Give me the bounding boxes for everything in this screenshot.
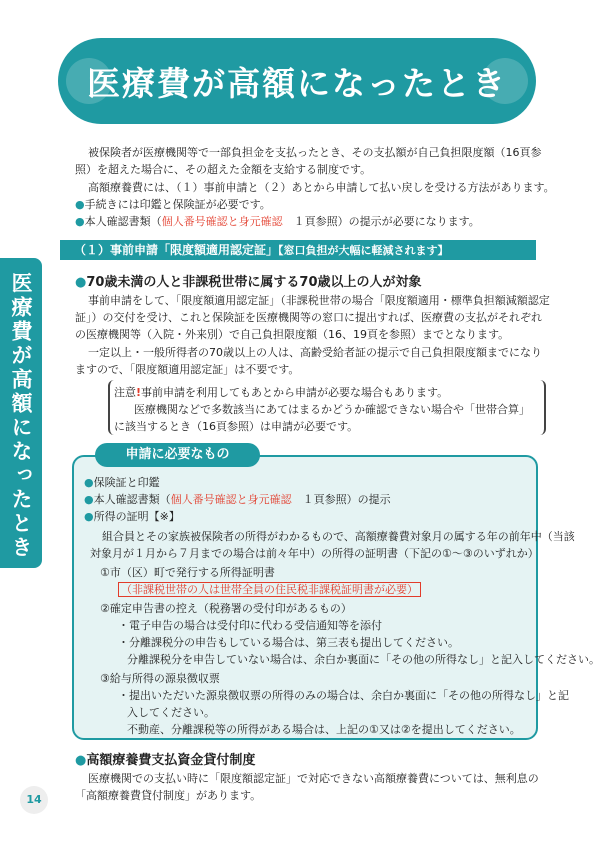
- bullet-icon: ●: [84, 476, 94, 489]
- required-item-2-pre: 本人確認書類（: [93, 493, 171, 506]
- option-1: ①市（区）町で発行する所得証明書: [100, 566, 275, 579]
- caution-line-2: 医療機関などで多数該当にあてはまるかどうか確認できない場合や「世帯合算」: [134, 403, 530, 416]
- required-item-2: [84, 491, 391, 508]
- section-1-heading: [75, 274, 422, 291]
- section-1-p1: 事前申請をして、「限度額適用認定証」（非課税世帯の場合「限度額適用・標準負担額減額認定: [88, 294, 550, 307]
- required-note-1: 組合員とその家族被保険者の所得がわかるもので、高額療養費対象月の属する年の前年中（当該: [102, 530, 575, 543]
- intro-bullet-2-post: １頁参照）の提示が必要になります。: [282, 215, 480, 228]
- side-tab-label: 医療費が高額になったとき: [9, 272, 33, 560]
- option-2-c: 分離課税分を申告していない場合は、余白か裏面に「その他の所得なし」と記入してください。: [127, 653, 600, 666]
- intro-bullet-1-text: 手続きには印鑑と保険証が必要です。: [84, 198, 271, 211]
- section-1-subtitle: 【窓口負担が大幅に軽減されます】: [278, 244, 449, 257]
- intro-line-1: 被保険者が医療機関等で一部負担金を支払ったとき、その支払額が自己負担限度額（16頁参: [88, 146, 542, 159]
- intro-line-3: 高額療養費には、（１）事前申請と（２）あとから申請して払い戻しを受ける方法があります。: [88, 181, 555, 194]
- section-1-p5: ますので、「限度額適用認定証」は不要です。: [75, 363, 300, 376]
- required-label: 申請に必要なもの: [95, 443, 260, 467]
- loan-heading: [75, 752, 255, 769]
- required-item-3-text: 所得の証明【※】: [93, 510, 180, 523]
- option-3-b: 入してください。: [127, 706, 215, 719]
- loan-heading-text: 高額療養費支払資金貸付制度: [86, 753, 256, 768]
- bullet-icon: ●: [84, 510, 94, 523]
- page-number: 14: [20, 786, 48, 814]
- section-1-p2: 証」）の交付を受け、これと保険証を医療機関等の窓口に提出すれば、医療費の支払がそれぞれ: [75, 311, 543, 324]
- caution-line-3: に該当するとき（16頁参照）は申請が必要です。: [114, 420, 359, 433]
- caution-line-1: [114, 384, 448, 401]
- bullet-icon: ●: [75, 753, 87, 768]
- required-item-3: [84, 508, 180, 525]
- required-item-2-red: 個人番号確認と身元確認: [170, 493, 292, 506]
- option-2: ②確定申告書の控え（税務署の受付印があるもの）: [100, 602, 352, 615]
- caution-text-1: 事前申請を利用してもあとから申請が必要な場合もあります。: [141, 386, 449, 399]
- section-1-p4: 一定以上・一般所得者の70歳以上の人は、高齢受給者証の提示で自己負担限度額までになり: [88, 346, 542, 359]
- option-2-a: ・電子申告の場合は受付印に代わる受信通知等を添付: [118, 619, 382, 632]
- required-item-1-text: 保険証と印鑑: [93, 476, 160, 489]
- side-tab: [0, 258, 42, 568]
- intro-bullet-2-pre: 本人確認書類（: [84, 215, 162, 228]
- required-note-2: 対象月が１月から７月までの場合は前々年中）の所得の証明書（下記の①～③のいずれか）: [90, 547, 539, 560]
- page-title: 医療費が高額になったとき: [87, 63, 507, 103]
- option-2-b: ・分離課税分の申告もしている場合は、第三表も提出してください。: [118, 636, 459, 649]
- loan-p2: 「高額療養費貸付制度」があります。: [75, 789, 262, 802]
- option-3-a: ・提出いただいた源泉徴収票の所得のみの場合は、余白か裏面に「その他の所得なし」と記: [118, 689, 569, 702]
- bullet-icon: ●: [75, 198, 85, 211]
- loan-p1: 医療機関での支払い時に「限度額認定証」で対応できない高額療養費については、無利息の: [88, 772, 539, 785]
- title-banner: [58, 38, 536, 124]
- intro-bullet-2-red: 個人番号確認と身元確認: [161, 215, 283, 228]
- intro-bullet-2: [75, 213, 480, 230]
- option-1-red: [118, 581, 421, 598]
- section-1-bar: [60, 240, 536, 260]
- bullet-icon: ●: [75, 215, 85, 228]
- intro-line-2: 照）を超えた場合に、その超えた金額を支給する制度です。: [75, 163, 372, 176]
- section-1-heading-text: 70歳未満の人と非課税世帯に属する70歳以上の人が対象: [86, 275, 422, 290]
- option-3: ③給与所得の源泉徴収票: [100, 672, 220, 685]
- bullet-icon: ●: [75, 275, 87, 290]
- section-1-title: （１）事前申請「限度額適用認定証」: [74, 243, 279, 257]
- option-3-c: 不動産、分離課税等の所得がある場合は、上記の①又は②を提出してください。: [127, 723, 521, 736]
- required-item-1: [84, 474, 160, 491]
- section-1-p3: の医療機関等（入院・外来別）で自己負担限度額（16、19頁を参照）までとなります。: [75, 328, 510, 341]
- caution-label: 注意: [114, 386, 136, 399]
- warning-icon: !: [136, 386, 142, 399]
- intro-bullet-1: [75, 196, 271, 213]
- option-1-red-text: （非課税世帯の人は世帯全員の住民税非課税証明書が必要）: [118, 582, 421, 597]
- required-item-2-post: １頁参照）の提示: [291, 493, 391, 506]
- bullet-icon: ●: [84, 493, 94, 506]
